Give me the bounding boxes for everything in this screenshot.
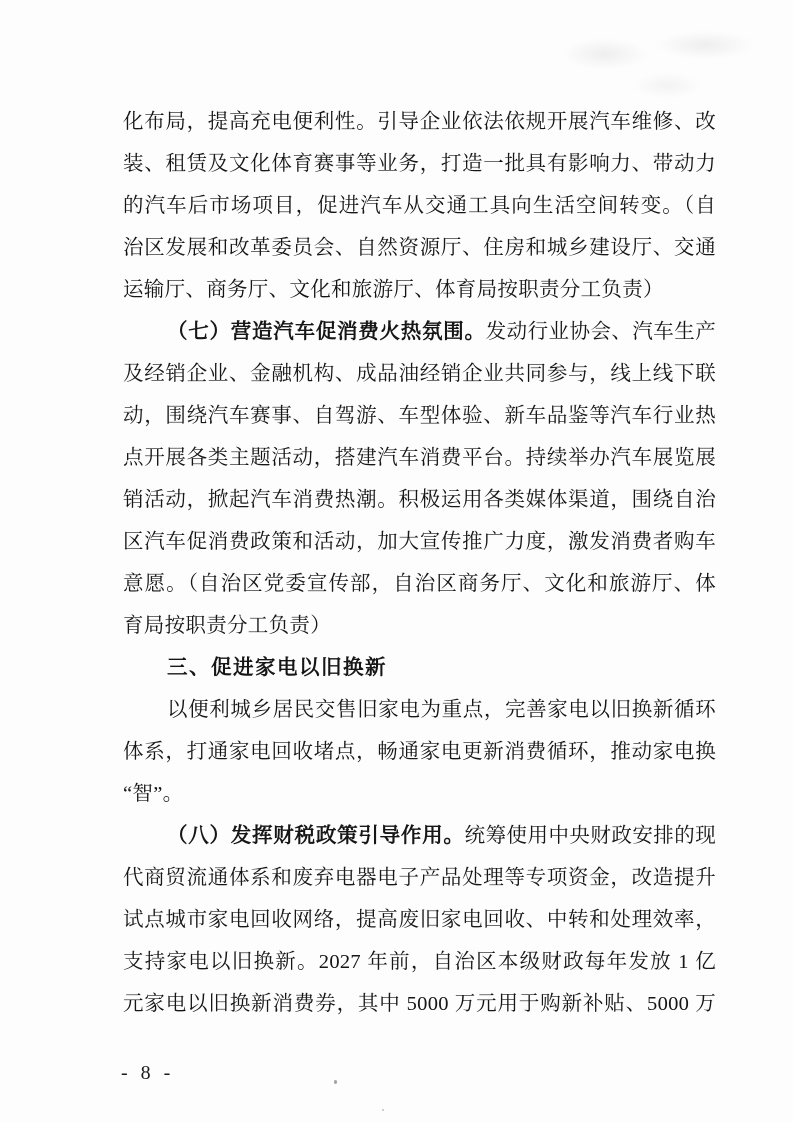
numbered-section-line [123, 311, 716, 353]
text-run: 支持家电以旧换新。2027 年前，自治区本级财政每年发放 1 亿 [123, 951, 716, 973]
numbered-section-line [123, 815, 716, 857]
text-run: 销活动，掀起汽车消费热潮。积极运用各类媒体渠道，围绕自治 [123, 489, 716, 511]
body-text-line [123, 731, 716, 773]
scan-speck [334, 1080, 337, 1084]
text-run: 统筹使用中央财政安排的现 [464, 825, 716, 847]
body-text-line [123, 395, 716, 437]
body-text-line [123, 143, 716, 185]
text-run: 育局按职责分工负责） [123, 615, 331, 637]
text-run: 治区发展和改革委员会、自然资源厅、住房和城乡建设厅、交通 [123, 237, 716, 259]
body-text-line [123, 437, 716, 479]
page-number: - 8 - [121, 1062, 175, 1084]
text-run: 点开展各类主题活动，搭建汽车消费平台。持续举办汽车展览展 [123, 447, 716, 469]
heading-text: 三、促进家电以旧换新 [167, 657, 387, 679]
text-run: 体系，打通家电回收堵点，畅通家电更新消费循环，推动家电换 [123, 741, 716, 763]
scan-smudge [530, 18, 780, 108]
body-text-line [123, 101, 716, 143]
body-text-line [123, 857, 716, 899]
body-text-line [123, 605, 716, 647]
body-text-line [123, 983, 716, 1025]
chapter-3-heading [123, 647, 716, 689]
body-text-line [123, 353, 716, 395]
body-text-line [123, 521, 716, 563]
text-run: 装、租赁及文化体育赛事等业务，打造一批具有影响力、带动力 [123, 153, 716, 175]
body-text-line [123, 479, 716, 521]
body-text-line [123, 899, 716, 941]
body-text-line [123, 185, 716, 227]
text-run: 以便利城乡居民交售旧家电为重点，完善家电以旧换新循环 [167, 699, 716, 721]
text-run: 发动行业协会、汽车生产 [485, 321, 716, 343]
scan-speck [382, 1109, 384, 1111]
text-run: 代商贸流通体系和废弃电器电子产品处理等专项资金，改造提升 [123, 867, 716, 889]
body-text-line [123, 269, 716, 311]
text-run: “智”。 [123, 783, 184, 805]
text-run: 及经销企业、金融机构、成品油经销企业共同参与，线上线下联 [123, 363, 716, 385]
text-run: 区汽车促消费政策和活动，加大宣传推广力度，激发消费者购车 [123, 531, 716, 553]
section-8-heading: （八）发挥财税政策引导作用。 [167, 825, 465, 847]
text-run: 元家电以旧换新消费券，其中 5000 万元用于购新补贴、5000 万 [123, 993, 716, 1015]
body-text-line [123, 227, 716, 269]
body-text-line [123, 773, 716, 815]
document-body [123, 101, 716, 1025]
section-7-heading: （七）营造汽车促消费火热氛围。 [167, 321, 486, 343]
text-run: 化布局，提高充电便利性。引导企业依法依规开展汽车维修、改 [123, 111, 716, 133]
text-run: 试点城市家电回收网络，提高废旧家电回收、中转和处理效率， [123, 909, 716, 931]
body-text-line [123, 689, 716, 731]
text-run: 的汽车后市场项目，促进汽车从交通工具向生活空间转变。（自 [123, 195, 716, 217]
text-run: 运输厅、商务厅、文化和旅游厅、体育局按职责分工负责） [123, 279, 664, 301]
text-run: 动，围绕汽车赛事、自驾游、车型体验、新车品鉴等汽车行业热 [123, 405, 716, 427]
body-text-line [123, 563, 716, 605]
text-run: 意愿。（自治区党委宣传部，自治区商务厅、文化和旅游厅、体 [123, 573, 716, 595]
body-text-line [123, 941, 716, 983]
